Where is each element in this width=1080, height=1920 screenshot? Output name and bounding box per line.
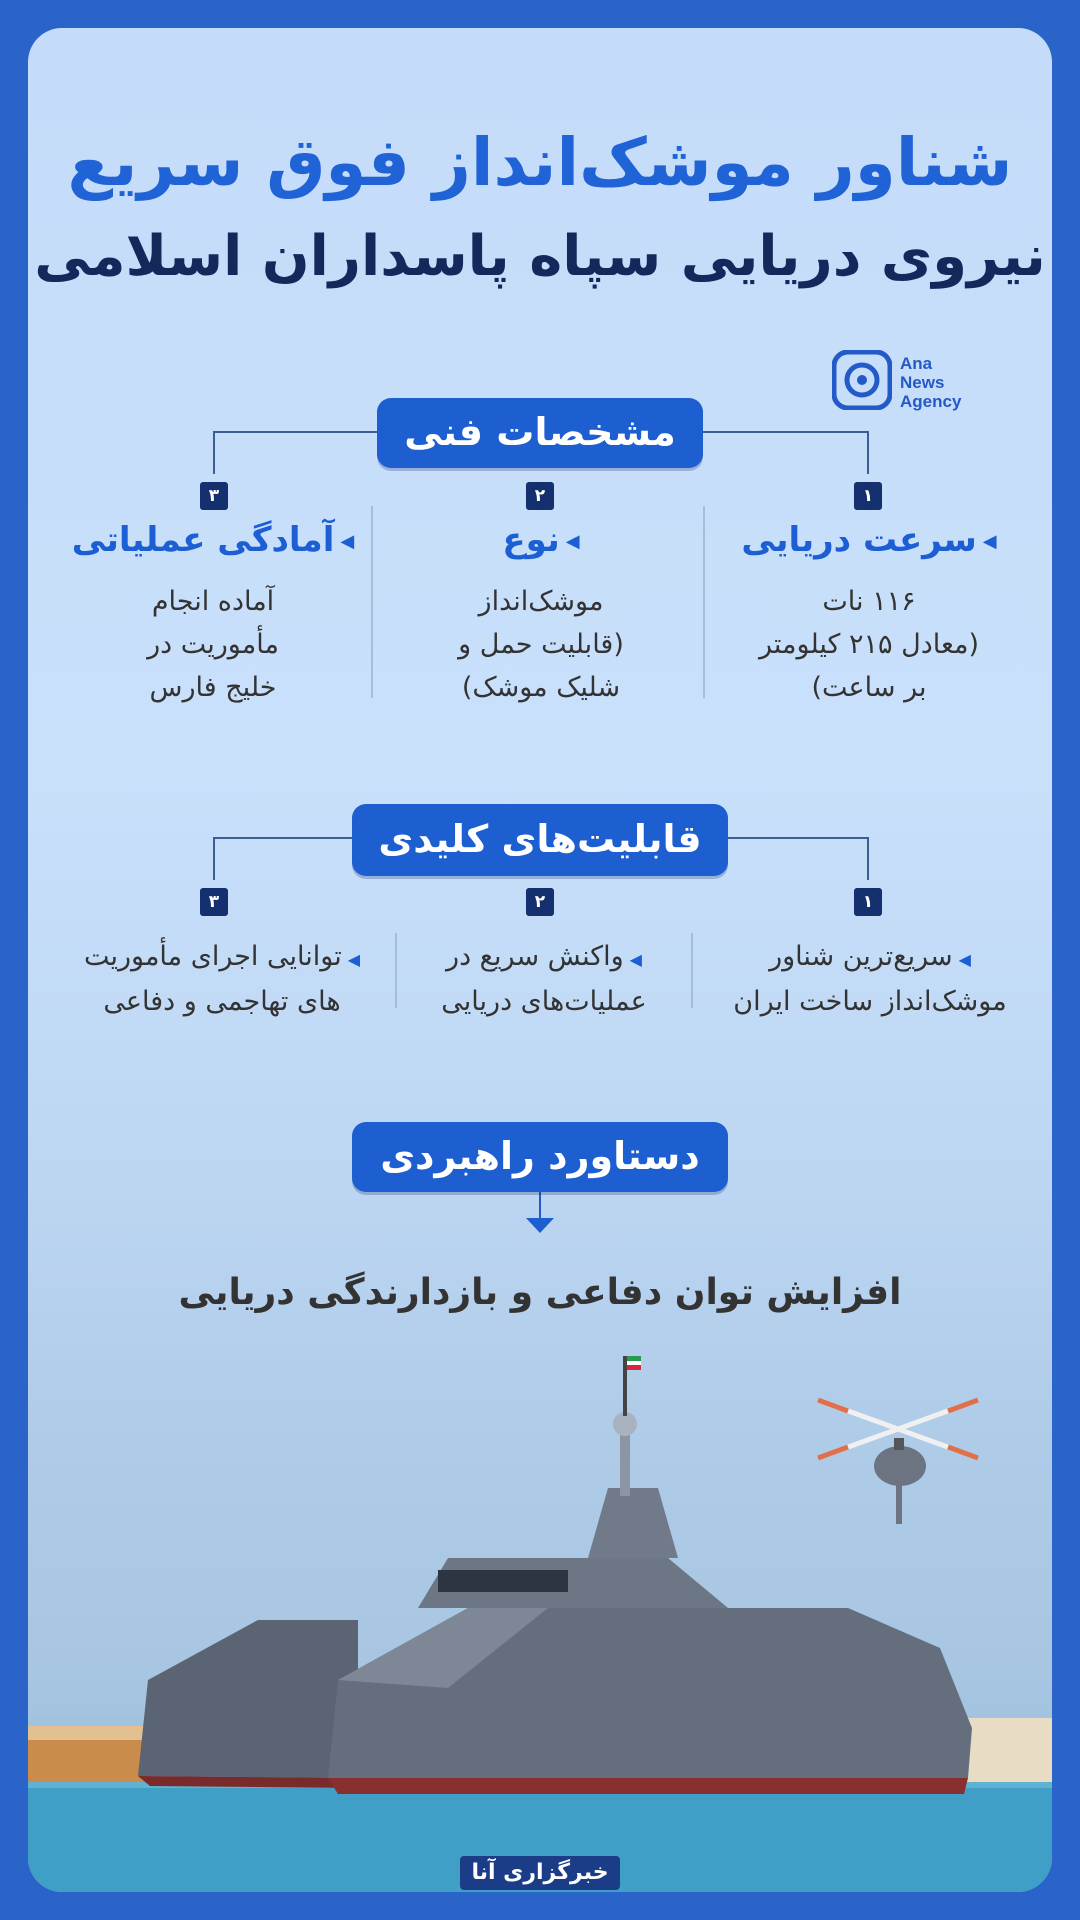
strategy-text: افزایش توان دفاعی و بازدارندگی دریایی	[178, 1272, 902, 1313]
warship-illustration	[28, 1308, 1052, 1892]
specs-heading: مشخصات فنی	[377, 398, 703, 468]
triangle-left-icon: ◀	[958, 950, 971, 969]
footer-brand-label: خبرگزاری آنا	[460, 1856, 620, 1890]
ship-rear-hull	[138, 1620, 358, 1778]
agency-wordmark: Ana News Agency	[900, 354, 962, 411]
spec-title-type: ◀نوع	[502, 520, 580, 560]
spec-number-2: ۲	[526, 482, 554, 510]
spec-number-1: ۱	[854, 482, 882, 510]
capabilities-heading: قابلیت‌های کلیدی	[352, 804, 728, 876]
capability-rapid-response: ◀واکنش سریع در عملیات‌های دریایی	[441, 941, 647, 1017]
spec-title-readiness: ◀آمادگی عملیاتی	[71, 520, 355, 560]
spec-body-type: موشک‌انداز (قابلیت حمل و شلیک موشک)	[458, 586, 624, 703]
triangle-left-icon: ◀	[565, 531, 580, 552]
harbor-dock	[28, 1738, 148, 1782]
spec-body-readiness: آماده انجام مأموریت در خلیج فارس	[147, 586, 279, 703]
triangle-left-icon: ◀	[982, 531, 997, 552]
harbor-pier	[958, 1718, 1052, 1782]
capability-fastest: ◀سریع‌ترین شناور موشک‌انداز ساخت ایران	[733, 941, 1007, 1017]
ship-bridge	[588, 1488, 678, 1558]
triangle-left-icon: ◀	[629, 950, 642, 969]
helicopter-icon	[818, 1400, 978, 1524]
capability-number-2: ۲	[526, 888, 554, 916]
spec-title-speed: ◀سرعت دریایی	[741, 520, 997, 560]
spec-body-speed: ۱۱۶ نات (معادل ۲۱۵ کیلومتر بر ساعت)	[759, 586, 979, 703]
capability-number-3: ۳	[200, 888, 228, 916]
page-title: شناور موشک‌انداز فوق سریع	[67, 124, 1013, 201]
page-subtitle: نیروی دریایی سپاه پاسداران اسلامی	[34, 224, 1046, 289]
strategy-heading: دستاورد راهبردی	[352, 1122, 728, 1192]
spec-number-3: ۳	[200, 482, 228, 510]
triangle-left-icon: ◀	[340, 531, 355, 552]
capability-number-1: ۱	[854, 888, 882, 916]
triangle-left-icon: ◀	[347, 950, 361, 969]
capability-missions: ◀توانایی اجرای مأموریت های تهاجمی و دفاعی	[83, 941, 361, 1017]
infographic-card	[28, 28, 1052, 1892]
